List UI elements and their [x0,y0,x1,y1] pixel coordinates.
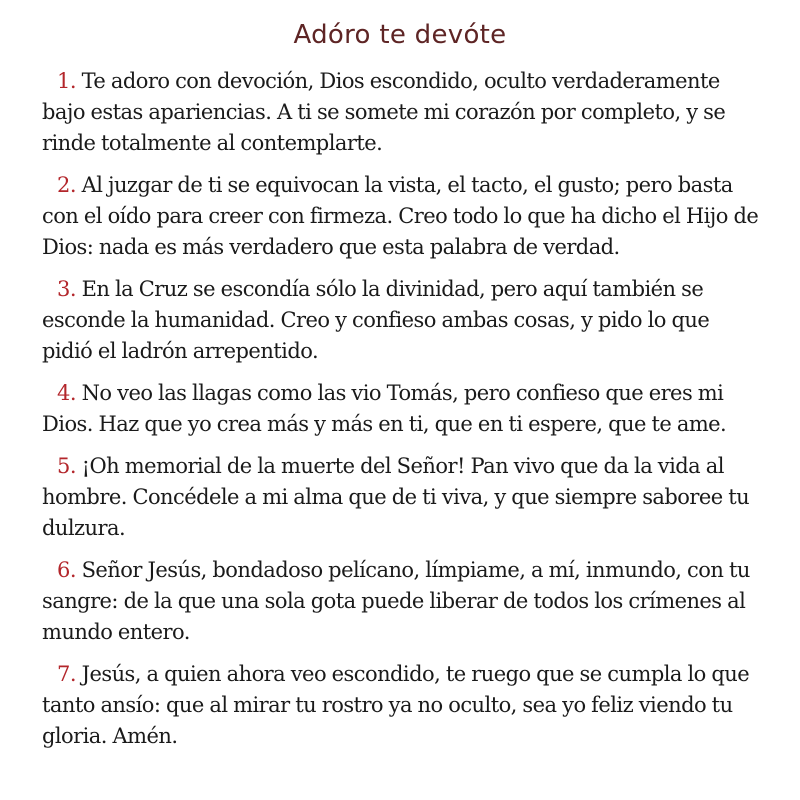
stanza-text: En la Cruz se escondía sólo la divinidad, pero aquí también se esconde la humanidad. Creo y confieso ambas cosas, y pido lo que pidió el ladrón arrepentido. [42,277,710,363]
stanza-text: No veo las llagas como las vio Tomás, pero confieso que eres mi Dios. Haz que yo crea más y más en ti, que en ti espere, que te ame. [42,381,727,436]
stanza: 7. Jesús, a quien ahora veo escondido, te ruego que se cumpla lo que tanto ansío: que al mirar tu rostro ya no oculto, sea yo feliz viendo tu gloria. Amén. [42,662,750,748]
stanza-list [42,66,762,763]
stanza-text: Al juzgar de ti se equivocan la vista, el tacto, el gusto; pero basta con el oído para creer con firmeza. Creo todo lo que ha dicho el Hijo de Dios: nada es más verdadero que esta palabra de verdad. [42,173,759,259]
page-title: Adóro te devóte [293,20,507,50]
stanza-number: 6 [57,558,70,582]
stanza-number: 4 [57,381,70,405]
stanza-text: Jesús, a quien ahora veo escondido, te ruego que se cumpla lo que tanto ansío: que al mirar tu rostro ya no oculto, sea yo feliz viendo tu gloria. Amén. [42,662,750,748]
stanza-number: 7 [57,662,70,686]
stanza-text: ¡Oh memorial de la muerte del Señor! Pan vivo que da la vida al hombre. Concédele a mi alma que de ti viva, y que siempre saboree tu dulzura. [42,454,750,540]
stanza-number: 1 [57,69,70,93]
stanza: 3. En la Cruz se escondía sólo la divinidad, pero aquí también se esconde la humanidad. Creo y confieso ambas cosas, y pido lo que pidió el ladrón arrepentido. [42,277,710,363]
stanza-text: Te adoro con devoción, Dios escondido, oculto verdaderamente bajo estas apariencias. A ti se somete mi corazón por completo, y se rinde totalmente al contemplarte. [42,69,726,155]
stanza: 6. Señor Jesús, bondadoso pelícano, límpiame, a mí, inmundo, con tu sangre: de la que una sola gota puede liberar de todos los crímenes al mundo entero. [42,558,750,644]
stanza: 2. Al juzgar de ti se equivocan la vista, el tacto, el gusto; pero basta con el oído para creer con firmeza. Creo todo lo que ha dicho el Hijo de Dios: nada es más verdadero que esta palabra de verdad. [42,173,759,259]
stanza: 4. No veo las llagas como las vio Tomás, pero confieso que eres mi Dios. Haz que yo crea más y más en ti, que en ti espere, que te ame. [42,381,727,436]
stanza-number: 5 [57,454,70,478]
stanza-text: Señor Jesús, bondadoso pelícano, límpiame, a mí, inmundo, con tu sangre: de la que una sola gota puede liberar de todos los crímenes al mundo entero. [42,558,750,644]
stanza: 1. Te adoro con devoción, Dios escondido, oculto verdaderamente bajo estas apariencias. A ti se somete mi corazón por completo, y se rinde totalmente al contemplarte. [42,69,726,155]
stanza-number: 3 [57,277,70,301]
stanza-number: 2 [57,173,70,197]
stanza: 5. ¡Oh memorial de la muerte del Señor! Pan vivo que da la vida al hombre. Concédele a mi alma que de ti viva, y que siempre saboree tu dulzura. [42,454,750,540]
